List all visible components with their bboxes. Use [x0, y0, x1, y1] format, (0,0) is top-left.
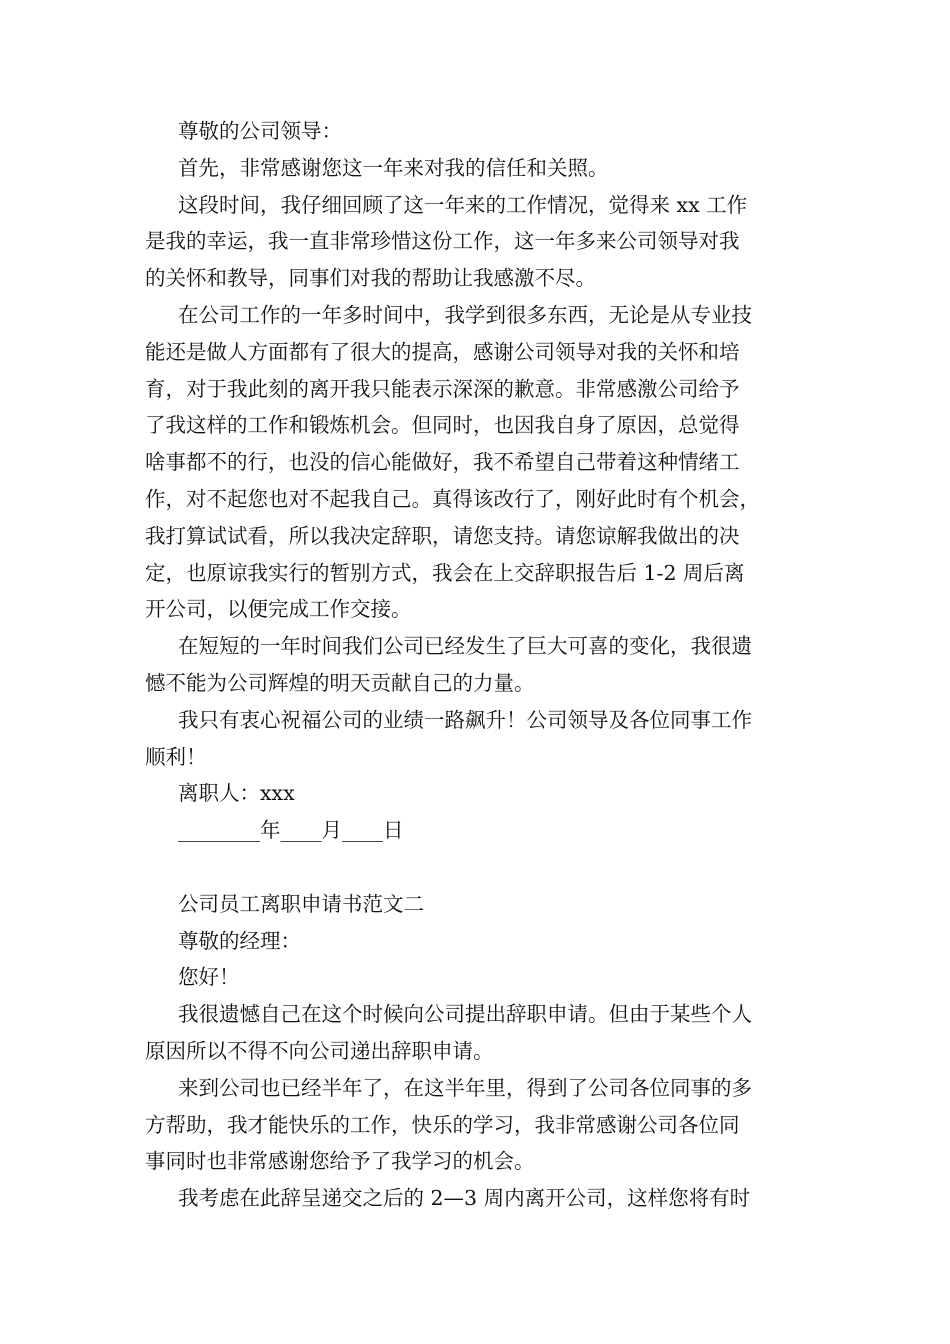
- salutation: 尊敬的经理：: [178, 928, 301, 953]
- paragraph-line: 能还是做人方面都有了很大的提高，感谢公司领导对我的关怀和培: [145, 339, 740, 364]
- paragraph: [145, 150, 810, 187]
- paragraph-line: 育，对于我此刻的离开我只能表示深深的歉意。非常感激公司给予: [145, 376, 740, 401]
- paragraph-line: 憾不能为公司辉煌的明天贡献自己的力量。: [145, 670, 535, 695]
- letter-body: [145, 113, 810, 1217]
- paragraph: [145, 297, 810, 628]
- paragraph-line: 方帮助，我才能快乐的工作，快乐的学习，我非常感谢公司各位同: [145, 1112, 740, 1137]
- date-line: ________年____月____日: [178, 818, 404, 843]
- greeting: 您好！: [178, 965, 240, 990]
- paragraph-line: 我很遗憾自己在这个时候向公司提出辞职申请。但由于某些个人: [178, 1002, 752, 1027]
- paragraph-line: 事同时也非常感谢您给予了我学习的机会。: [145, 1149, 535, 1174]
- letter-one: [145, 113, 810, 849]
- spacer: [145, 849, 810, 886]
- section-heading: 公司员工离职申请书范文二: [178, 891, 424, 916]
- paragraph-line: 开公司，以便完成工作交接。: [145, 597, 412, 622]
- paragraph-line: 我只有衷心祝福公司的业绩一路飙升！公司领导及各位同事工作: [178, 707, 752, 732]
- paragraph-line: 作，对不起您也对不起我自己。真得该改行了，刚好此时有个机会，: [145, 486, 760, 511]
- paragraph-line: 这段时间，我仔细回顾了这一年来的工作情况，觉得来 xx 工作: [178, 192, 748, 217]
- paragraph-line: 了我这样的工作和锻炼机会。但同时，也因我自身了原因，总觉得: [145, 413, 740, 438]
- paragraph: [145, 1180, 810, 1217]
- paragraph: [145, 702, 810, 776]
- paragraph-line: 的关怀和教导，同事们对我的帮助让我感激不尽。: [145, 266, 596, 291]
- letter-two: [145, 886, 810, 1217]
- paragraph: [145, 1070, 810, 1180]
- paragraph-line: 是我的幸运，我一直非常珍惜这份工作，这一年多来公司领导对我: [145, 229, 740, 254]
- paragraph-line: 原因所以不得不向公司递出辞职申请。: [145, 1038, 494, 1063]
- paragraph-line: 来到公司也已经半年了，在这半年里，得到了公司各位同事的多: [178, 1075, 752, 1100]
- paragraph-line: 我考虑在此辞呈递交之后的 2—3 周内离开公司，这样您将有时: [178, 1186, 751, 1211]
- signature: 离职人：xxx: [178, 781, 295, 806]
- paragraph-line: 首先，非常感谢您这一年来对我的信任和关照。: [178, 155, 609, 180]
- paragraph: [145, 187, 810, 297]
- paragraph-line: 在短短的一年时间我们公司已经发生了巨大可喜的变化，我很遗: [178, 634, 752, 659]
- paragraph-line: 在公司工作的一年多时间中，我学到很多东西，无论是从专业技: [178, 302, 752, 327]
- paragraph-line: 我打算试试看，所以我决定辞职，请您支持。请您谅解我做出的决: [145, 523, 740, 548]
- paragraph-line: 定，也原谅我实行的暂别方式，我会在上交辞职报告后 1-2 周后离: [145, 560, 745, 585]
- paragraph: [145, 996, 810, 1070]
- paragraph: [145, 628, 810, 702]
- paragraph-line: 啥事都不的行，也没的信心能做好，我不希望自己带着这种情绪工: [145, 450, 740, 475]
- paragraph-line: 顺利！: [145, 744, 207, 769]
- salutation: 尊敬的公司领导：: [178, 119, 342, 143]
